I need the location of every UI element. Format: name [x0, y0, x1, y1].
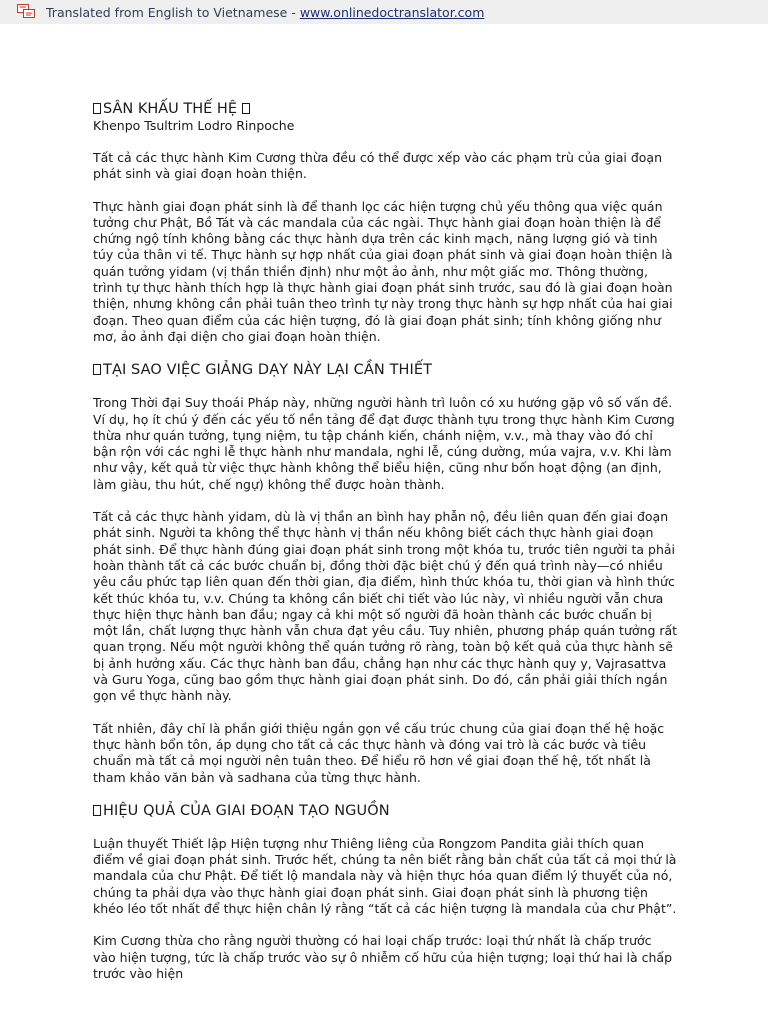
section-heading-text: HIỆU QUẢ CỦA GIAI ĐOẠN TẠO NGUỒN: [103, 802, 390, 819]
missing-glyph-icon: [93, 103, 101, 114]
section-heading: [93, 802, 678, 820]
document-page: [93, 100, 678, 998]
banner-text: [46, 5, 484, 20]
paragraph: Tất cả các thực hành Kim Cương thừa đều có thể được xếp vào các phạm trù của giai đoạn phát sinh và giai đoạn hoàn thiện.: [93, 150, 662, 182]
paragraph: Tất cả các thực hành yidam, dù là vị thần an bình hay phẫn nộ, đều liên quan đến giai đoạn phát sinh. Người ta không thể thực hành vị thần nếu không biết cách thực hành giai đoạn phát sinh. Để thực hành đúng giai đoạn phát sinh trong một khóa tu, trước tiên người ta phải hoàn thành tất cả các bước chuẩn bị, đồng thời đặc biệt chú ý đến quá trình này—có nhiều yêu cầu phức tạp liên quan đến thời gian, địa điểm, hình thức khóa tu, thời gian và hình thức kết thúc khóa tu, v.v. Chúng ta không cần biết chi tiết vào lúc này, vì nhiều người vẫn chưa thực hiện thực hành ban đầu; ngay cả khi một số người đã hoàn thành các bước chuẩn bị một lần, chất lượng thực hành vẫn chưa đạt yêu cầu. Tuy nhiên, phương pháp quán tưởng rất quan trọng. Nếu một người không thể quán tưởng rõ ràng, toàn bộ kết quả của thực hành sẽ bị ảnh hưởng xấu. Các thực hành ban đầu, chẳng hạn như các thực hành quy y, Vajrasattva và Guru Yoga, cũng bao gồm thực hành giai đoạn phát sinh. Do đó, cần phải giải thích ngắn gọn về thực hành này.: [93, 509, 678, 704]
paragraph: Tất nhiên, đây chỉ là phần giới thiệu ngắn gọn về cấu trúc chung của giai đoạn thế hệ hoặc thực hành bổn tôn, áp dụng cho tất cả các thực hành và đóng vai trò là các bước và tiêu chuẩn mà tất cả mọi người nên tuân theo. Để hiểu rõ hơn về giai đoạn thế hệ, tốt nhất là tham khảo văn bản và sadhana của từng thực hành.: [93, 720, 665, 785]
paragraph: Kim Cương thừa cho rằng người thường có hai loại chấp trước: loại thứ nhất là chấp trước vào hiện tượng, tức là chấp trước vào sự ô nhiễm cố hữu của hiện tượng; loại thứ hai là chấp trước vào hiện: [93, 933, 673, 981]
missing-glyph-icon: [93, 805, 101, 816]
missing-glyph-icon: [242, 103, 250, 114]
document-title-text: SÂN KHẤU THẾ HỆ: [103, 101, 242, 117]
section-heading-text: TẠI SAO VIỆC GIẢNG DẠY NÀY LẠI CẦN THIẾT: [103, 362, 433, 379]
translator-logo-icon: [17, 4, 35, 18]
paragraph: Luận thuyết Thiết lập Hiện tượng như Thiêng liêng của Rongzom Pandita giải thích quan điểm về giai đoạn phát sinh. Trước hết, chúng ta nên biết rằng bản chất của tất cả mọi thứ là mandala của chư Phật. Để tiết lộ mandala này và hiện thực hóa quan điểm lý thuyết của nó, chúng ta phải dựa vào thực hành giai đoạn phát sinh. Giai đoạn phát sinh là phương tiện khéo léo tốt nhất để thực hiện chân lý rằng “tất cả các hiện tượng là mandala của chư Phật”.: [93, 835, 677, 916]
title-block: [93, 100, 678, 134]
translation-banner: [0, 0, 768, 24]
paragraph: Thực hành giai đoạn phát sinh là để thanh lọc các hiện tượng chủ yếu thông qua việc quán tưởng chư Phật, Bồ Tát và các mandala của các ngài. Thực hành giai đoạn hoàn thiện là để chứng ngộ tính không bằng các thực hành dựa trên các kinh mạch, năng lượng gió và tinh túy của thân vi tế. Thực hành sự hợp nhất của giai đoạn phát sinh và giai đoạn hoàn thiện là quán tưởng yidam (vị thần thiền định) như một ảo ảnh, như một giấc mơ. Thông thường, trình tự thực hành thích hợp là thực hành giai đoạn phát sinh trước, sau đó là giai đoạn hoàn thiện, nhưng không cần phải tuân theo trình tự này trong thực hành sự hợp nhất của hai giai đoạn. Theo quan điểm của các hiện tượng, đó là giai đoạn phát sinh; tính không giống như mơ, ảo ảnh đại diện cho giai đoạn hoàn thiện.: [93, 198, 673, 344]
translator-link[interactable]: www.onlinedoctranslator.com: [299, 5, 485, 20]
document-author: Khenpo Tsultrim Lodro Rinpoche: [93, 118, 295, 133]
section-heading: [93, 361, 678, 379]
document-title: [93, 100, 678, 118]
banner-prefix: Translated from English to Vietnamese -: [46, 5, 300, 20]
paragraph: Trong Thời đại Suy thoái Pháp này, những người hành trì luôn có xu hướng gặp vô số vấn đề. Ví dụ, họ ít chú ý đến các yếu tố nền tảng để đạt được thành tựu trong thực hành Kim Cương thừa như quán tưởng, tụng niệm, tu tập chánh kiến, chánh niệm, v.v., mà thay vào đó chỉ bận rộn với các nghi lễ thực hành như mandala, nghi lễ, cúng dường, múa vajra, v.v. Khi làm như vậy, kết quả từ việc thực hành không thể biểu hiện, cũng như bốn hoạt động (an định, làm giàu, thu hút, chế ngự) không thể được hoàn thành.: [93, 395, 675, 492]
missing-glyph-icon: [93, 364, 101, 375]
